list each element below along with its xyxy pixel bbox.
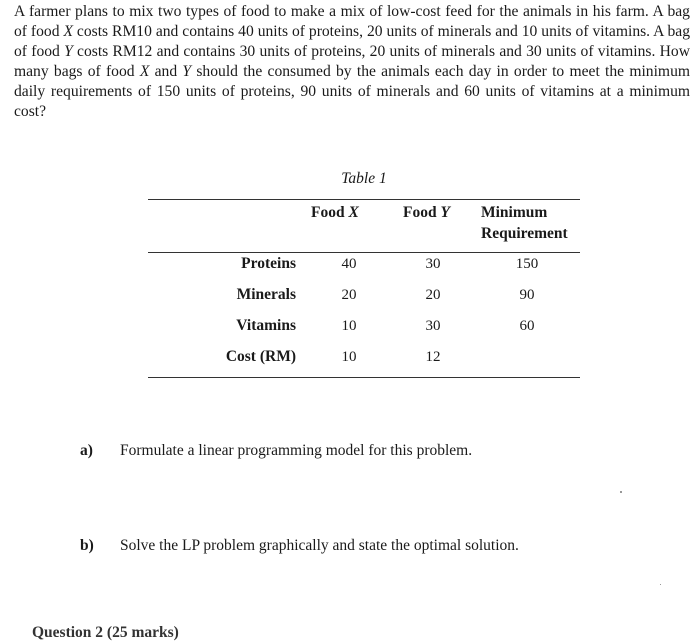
question-a-text: Formulate a linear programming model for this problem.: [120, 442, 473, 459]
question-a-letter: a): [80, 442, 93, 459]
row-label-proteins: Proteins: [241, 255, 296, 272]
question-b-letter: b): [80, 537, 94, 554]
header-food-x-var: X: [348, 204, 359, 221]
problem-line: vitamins. A bag of food: [14, 23, 690, 60]
cell-cost-y: 12: [425, 349, 441, 365]
cell-vitamins-x: 10: [341, 318, 357, 334]
problem-line: A bag of food: [14, 3, 690, 40]
cell-minerals-y: 20: [425, 287, 441, 303]
problem-line: A farmer plans to mix two types of food to make a mix of low-cost feed for the animals in his farm.: [14, 3, 649, 20]
problem-line: day in order to meet the minimum daily requirements of 150 units of proteins, 90 units of minerals: [14, 63, 690, 100]
question-b-text: Solve the LP problem graphically and state the optimal solution.: [120, 537, 519, 554]
problem-line: 30 units of vitamins. How many bags of food: [14, 43, 690, 80]
row-label-cost: Cost (RM): [225, 348, 296, 365]
header-requirement: Requirement: [481, 225, 568, 242]
header-food-x: [311, 202, 359, 223]
row-label-minerals: Minerals: [236, 286, 296, 303]
cell-proteins-x: 40: [341, 256, 357, 272]
row-label-vitamins: Vitamins: [236, 317, 296, 334]
problem-line: and 60 units of vitamins at a minimum cost?: [14, 83, 690, 120]
cell-minerals-min: 90: [519, 287, 535, 303]
header-food-y-var: Y: [440, 204, 450, 221]
table-top-rule: [148, 199, 580, 200]
header-food-y: [403, 202, 450, 223]
variable-x: X: [63, 23, 73, 40]
variable-y: Y: [182, 63, 192, 80]
problem-line: costs RM12 and contains 30 units of proteins, 20 units of minerals and: [72, 43, 522, 60]
variable-y: Y: [64, 43, 73, 60]
scan-speck: [620, 491, 622, 493]
problem-line: should the consumed by the animals each: [191, 63, 464, 80]
header-food-y-label: Food: [403, 204, 437, 221]
cell-proteins-min: 150: [515, 256, 539, 272]
header-food-x-label: Food: [311, 204, 345, 221]
table-caption: Table 1: [341, 170, 387, 187]
problem-line: costs RM10 and contains 40 units of proteins, 20 units of minerals and 10 units of: [72, 23, 589, 40]
cell-vitamins-min: 60: [519, 318, 535, 334]
variable-x: X: [139, 63, 150, 80]
cell-proteins-y: 30: [425, 256, 441, 272]
next-question-heading: Question 2 (25 marks): [32, 624, 179, 641]
table-bottom-rule: [148, 377, 580, 378]
table-header-rule: [148, 252, 580, 253]
problem-conjunction: and: [149, 63, 183, 80]
header-minimum: Minimum: [481, 204, 548, 221]
problem-statement: [14, 2, 690, 122]
scan-speck: [660, 584, 661, 585]
cell-minerals-x: 20: [341, 287, 357, 303]
cell-cost-x: 10: [341, 349, 357, 365]
cell-vitamins-y: 30: [425, 318, 441, 334]
header-minimum-requirement: [481, 202, 568, 244]
